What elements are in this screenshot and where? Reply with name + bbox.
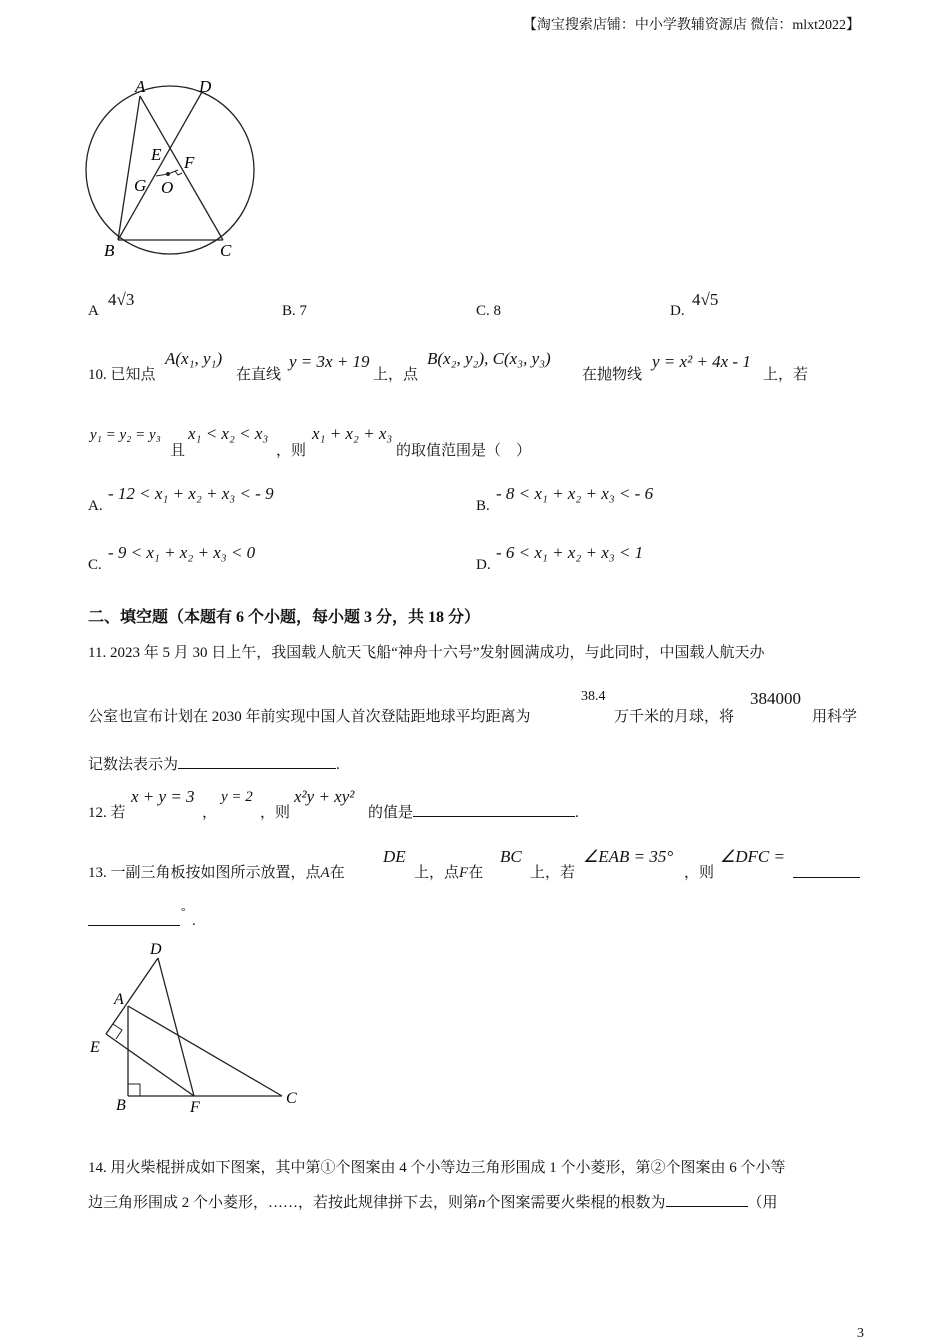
q10-text-range: 的取值范围是（ ）: [396, 443, 532, 459]
q10-number: 10. 已知点: [88, 367, 156, 383]
q13-text-a: [88, 861, 345, 882]
q13-text-b: [414, 861, 483, 882]
q10-points-bc: B(x₂, y₂), C(x₃, y₃): [427, 349, 551, 368]
label-B: B: [104, 241, 115, 260]
q13-text-then: ，则: [684, 865, 715, 881]
q13-answer-blank-1[interactable]: [793, 861, 860, 878]
q13-angle-eab: ∠EAB = 35°: [583, 847, 674, 866]
triangle-set-figure: [86, 938, 306, 1118]
q12-value-line: [368, 801, 579, 822]
fig13-label-D: D: [150, 941, 162, 958]
q11-line3-end: .: [336, 757, 340, 773]
q9-option-b: B. 7: [282, 303, 308, 319]
fig13-label-E: E: [90, 1039, 100, 1056]
q12-comma: ，: [202, 805, 218, 821]
q11-line2-c: 用科学: [812, 709, 858, 725]
q13-number: 13. 一副三角板按如图所示放置，点: [88, 865, 321, 881]
q10-text-on-point: 上，点: [373, 367, 419, 383]
q10-option-d-label: D.: [476, 557, 491, 573]
q12-text-then: ，则: [260, 805, 291, 821]
fig13-label-A: A: [114, 991, 124, 1008]
q11-line2-b: 万千米的月球，将: [614, 709, 735, 725]
fig13-label-C: C: [286, 1090, 297, 1107]
circle-triangle-figure: [80, 70, 280, 270]
label-A: A: [135, 77, 146, 96]
label-F: F: [184, 153, 195, 172]
q11-line2-a: 公室也宣布计划在 2030 年前实现中国人首次登陆距地球平均距离为: [88, 709, 531, 725]
page-header: 【淘宝搜索店铺：中小学教辅资源店 微信：mlxt2022】: [522, 18, 860, 33]
q12-equation-1: x + y = 3: [131, 787, 195, 806]
q10-option-b-label: B.: [476, 498, 490, 514]
q14-line2: [88, 1191, 778, 1212]
q10-line-equation: y = 3x + 19: [289, 352, 370, 371]
q9-option-a-math: 4√3: [108, 290, 135, 309]
q10-condition-x: x₁ < x₂ < x₃: [188, 424, 269, 443]
q12-end: .: [575, 805, 579, 821]
q11-line1: 11. 2023 年 5 月 30 日上午，我国载人航天飞船“神舟十六号”发射圆满成功，与此同时，中国载人航天办: [88, 645, 765, 661]
q10-text-and: 且: [170, 443, 186, 459]
q11-number-38-4: 38.4: [581, 689, 606, 704]
q10-text-on-parabola: 在抛物线: [582, 367, 643, 383]
q10-condition-y: y₁ = y₂ = y₃: [90, 427, 161, 443]
label-G: G: [134, 176, 147, 195]
q12-answer-blank[interactable]: [413, 802, 575, 817]
q14-answer-blank[interactable]: [666, 1192, 748, 1207]
q14-line2-c: （用: [747, 1195, 778, 1211]
q12-equation-2: y = 2: [221, 789, 253, 805]
q13-text-in-2: 在: [468, 865, 484, 881]
q14-line1: 14. 用火柴棍拼成如下图案，其中第①个图案由 4 个小等边三角形围成 1 个小菱形，第②个图案由 6 个小等: [88, 1160, 786, 1176]
q12-expression: x²y + xy²: [294, 787, 355, 806]
label-C: C: [220, 241, 232, 260]
q11-answer-blank[interactable]: [178, 754, 336, 769]
q11-line3: [88, 753, 340, 774]
q9-option-c: C. 8: [476, 303, 502, 319]
q9-option-d-math: 4√5: [692, 290, 719, 309]
q10-option-c-label: C.: [88, 557, 102, 573]
q13-point-a: A: [320, 865, 330, 881]
q13-angle-dfc: ∠DFC =: [720, 847, 785, 866]
q12-number: 12. 若: [88, 805, 126, 821]
label-O: O: [161, 178, 174, 197]
q13-point-f: F: [459, 865, 469, 881]
q9-option-d-label: D.: [670, 303, 685, 319]
q10-option-a-label: A.: [88, 498, 103, 514]
page-number: 3: [857, 1326, 864, 1341]
q14-line2-a: 边三角形围成 2 个小菱形，……，若按此规律拼下去，则第: [88, 1195, 479, 1211]
q13-text-in: 在: [329, 865, 345, 881]
q10-option-a-math: - 12 < x₁ + x₂ + x₃ < - 9: [108, 484, 274, 503]
q10-option-d-math: - 6 < x₁ + x₂ + x₃ < 1: [496, 543, 644, 562]
label-D: D: [199, 77, 212, 96]
fig13-label-B: B: [116, 1097, 126, 1114]
q10-text-then: ，则: [276, 443, 307, 459]
q10-point-a: A(x₁, y₁): [165, 349, 223, 368]
q13-degree-unit: °: [181, 906, 186, 918]
q9-option-a-label: A: [88, 303, 99, 319]
q13-text-if: 上，若: [530, 865, 576, 881]
q13-segment-bc: BC: [500, 847, 522, 866]
q10-text-on-line: 在直线: [236, 367, 282, 383]
q11-number-384000: 384000: [750, 689, 801, 708]
q10-text-if: 上，若: [763, 367, 809, 383]
q10-sum-expression: x₁ + x₂ + x₃: [312, 424, 393, 443]
q14-variable-n: n: [478, 1195, 486, 1211]
q13-answer-blank-2[interactable]: [88, 909, 180, 926]
q13-segment-de: DE: [383, 847, 406, 866]
section-heading: 二、填空题（本题有 6 个小题，每小题 3 分，共 18 分）: [88, 609, 481, 626]
fig13-label-F: F: [190, 1099, 200, 1116]
q11-line3-text: 记数法表示为: [88, 757, 179, 773]
q13-end: .: [192, 913, 196, 929]
q10-option-c-math: - 9 < x₁ + x₂ + x₃ < 0: [108, 543, 256, 562]
q10-option-b-math: - 8 < x₁ + x₂ + x₃ < - 6: [496, 484, 654, 503]
q12-text-value: 的值是: [368, 805, 414, 821]
q14-line2-b: 个图案需要火柴棍的根数为: [485, 1195, 666, 1211]
q10-parabola-equation: y = x² + 4x - 1: [652, 352, 751, 371]
q13-text-on: 上，点: [414, 865, 460, 881]
label-E: E: [151, 145, 162, 164]
